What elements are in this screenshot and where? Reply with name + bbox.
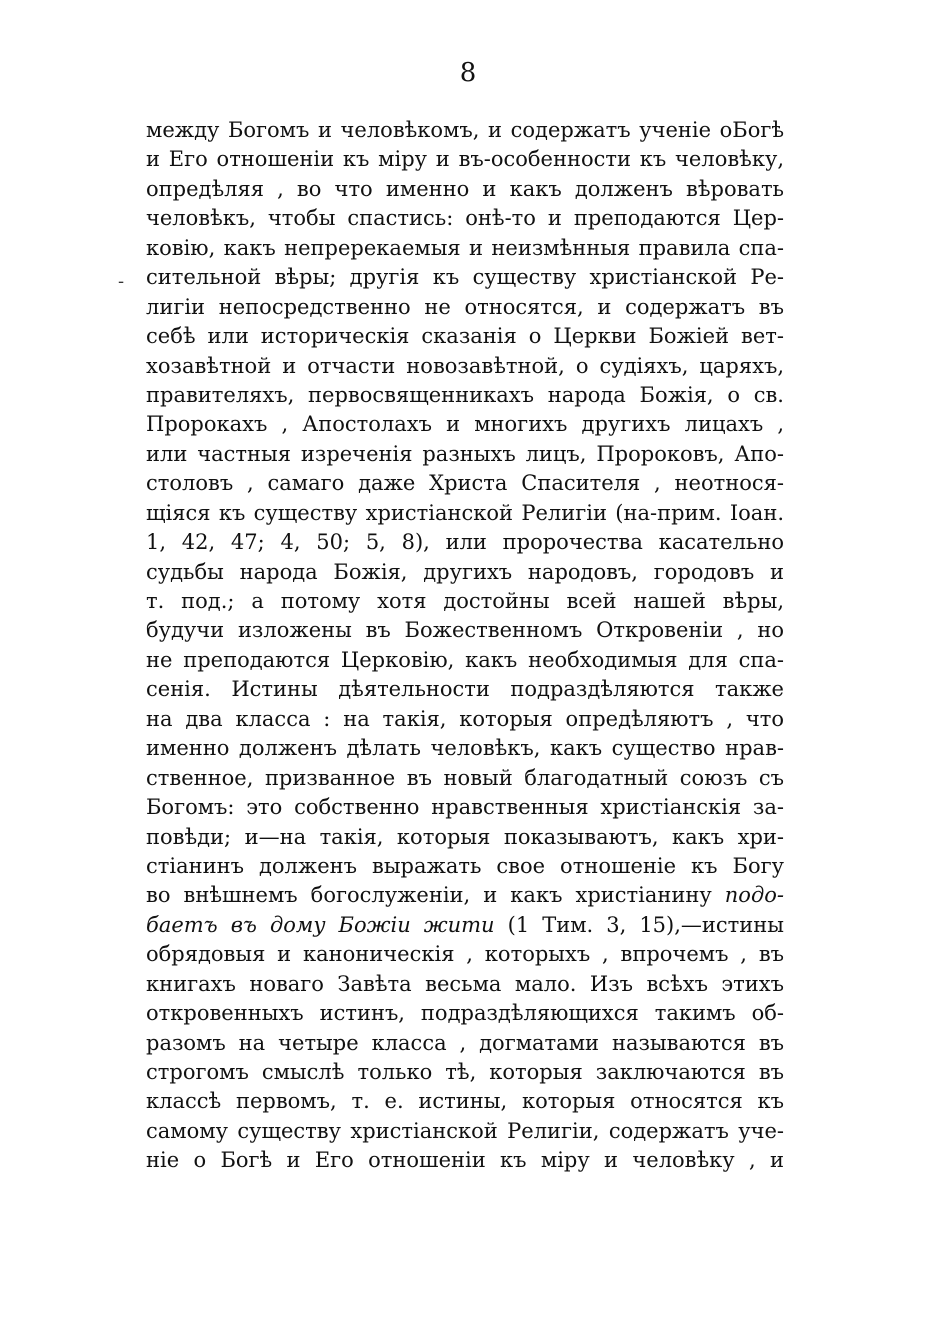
text-line: ковію, какъ непререкаемыя и неизмѣнныя правила спа- (146, 235, 784, 260)
text-line: строгомъ смыслѣ только тѣ, которыя заключаются въ (146, 1060, 784, 1084)
text-line-with-italic (146, 911, 784, 940)
text-segment: (1 Тим. 3, 15),—истины (494, 912, 784, 937)
text-line: сенія. Истины дѣятельности подраздѣляются также (146, 677, 784, 702)
text-line: т. под.; а потому хотя достойны всей нашей вѣры, (146, 589, 784, 613)
text-line: столовъ , самаго даже Христа Спасителя , неотнося- (146, 471, 784, 496)
text-line: самому существу христіанской Религіи, содержатъ уче- (146, 1118, 784, 1143)
text-line: и Его отношеніи къ міру и въ-особенности къ человѣку, (146, 147, 784, 172)
text-line: именно долженъ дѣлать человѣкъ, какъ существо нрав- (146, 736, 784, 761)
text-line: классѣ первомъ, т. е. истины, которыя относятся къ (146, 1089, 784, 1114)
text-line: или частныя изреченія разныхъ лицъ, Пророковъ, Апо- (146, 441, 784, 466)
text-line: стіанинъ долженъ выражать свое отношеніе къ Богу (146, 853, 784, 878)
text-line: человѣкъ, чтобы спастись: онѣ-то и преподаются Цер- (146, 206, 784, 231)
text-line: не преподаются Церковію, какъ необходимыя для спа- (146, 647, 784, 672)
text-line: лигіи непосредственно не относятся, и содержатъ въ (146, 294, 784, 319)
page-number: 8 (459, 58, 477, 88)
italic-quote: подо- (724, 883, 784, 908)
text-line: судьбы народа Божія, другихъ народовъ, городовъ и (146, 559, 784, 584)
text-line: сительной вѣры; другія къ существу христіанской Ре- (146, 265, 784, 290)
text-line: разомъ на четыре класса , догматами называются въ (146, 1030, 784, 1055)
text-line: правителяхъ, первосвященникахъ народа Божія, о св. (146, 382, 784, 407)
text-line: обрядовыя и каноническія , которыхъ , впрочемъ , въ (146, 942, 784, 967)
italic-quote: баетъ въ дому Божіи жити (146, 912, 495, 937)
text-line: между Богомъ и человѣкомъ, и содержатъ ученіе оБогѣ (146, 118, 784, 142)
text-line: хозавѣтной и отчасти новозавѣтной, о судіяхъ, царяхъ, (146, 353, 784, 378)
text-line: книгахъ новаго Завѣта весьма мало. Изъ всѣхъ этихъ (146, 971, 784, 996)
body-text (146, 116, 784, 1176)
text-line: 1, 42, 47; 4, 50; 5, 8), или пророчества касательно (146, 530, 784, 555)
text-line: повѣди; и—на такія, которыя показываютъ, какъ хри- (146, 824, 784, 849)
text-line: опредѣляя , во что именно и какъ долженъ вѣровать (146, 176, 784, 201)
text-line: откровенныхъ истинъ, подраздѣляющихся такимъ об- (146, 1001, 784, 1026)
text-line: будучи изложены въ Божественномъ Откровеніи , но (146, 618, 784, 643)
text-line: Пророкахъ , Апостолахъ и многихъ другихъ лицахъ , (146, 412, 784, 437)
text-line-with-italic (146, 881, 784, 910)
text-line: на два класса : на такія, которыя опредѣляютъ , что (146, 706, 784, 731)
text-line: ніе о Богѣ и Его отношеніи къ міру и человѣку , и (146, 1148, 784, 1173)
margin-mark: - (118, 271, 125, 292)
text-line: себѣ или историческія сказанія о Церкви Божіей вет- (146, 324, 784, 349)
text-line: щіяся къ существу христіанской Религіи (на-прим. Іоан. (146, 500, 784, 525)
text-segment: во внѣшнемъ богослуженіи, и какъ христіанину (146, 883, 725, 908)
text-line: Богомъ: это собственно нравственныя христіанскія за- (146, 795, 784, 820)
text-line: ственное, призванное въ новый благодатный союзъ съ (146, 765, 784, 790)
